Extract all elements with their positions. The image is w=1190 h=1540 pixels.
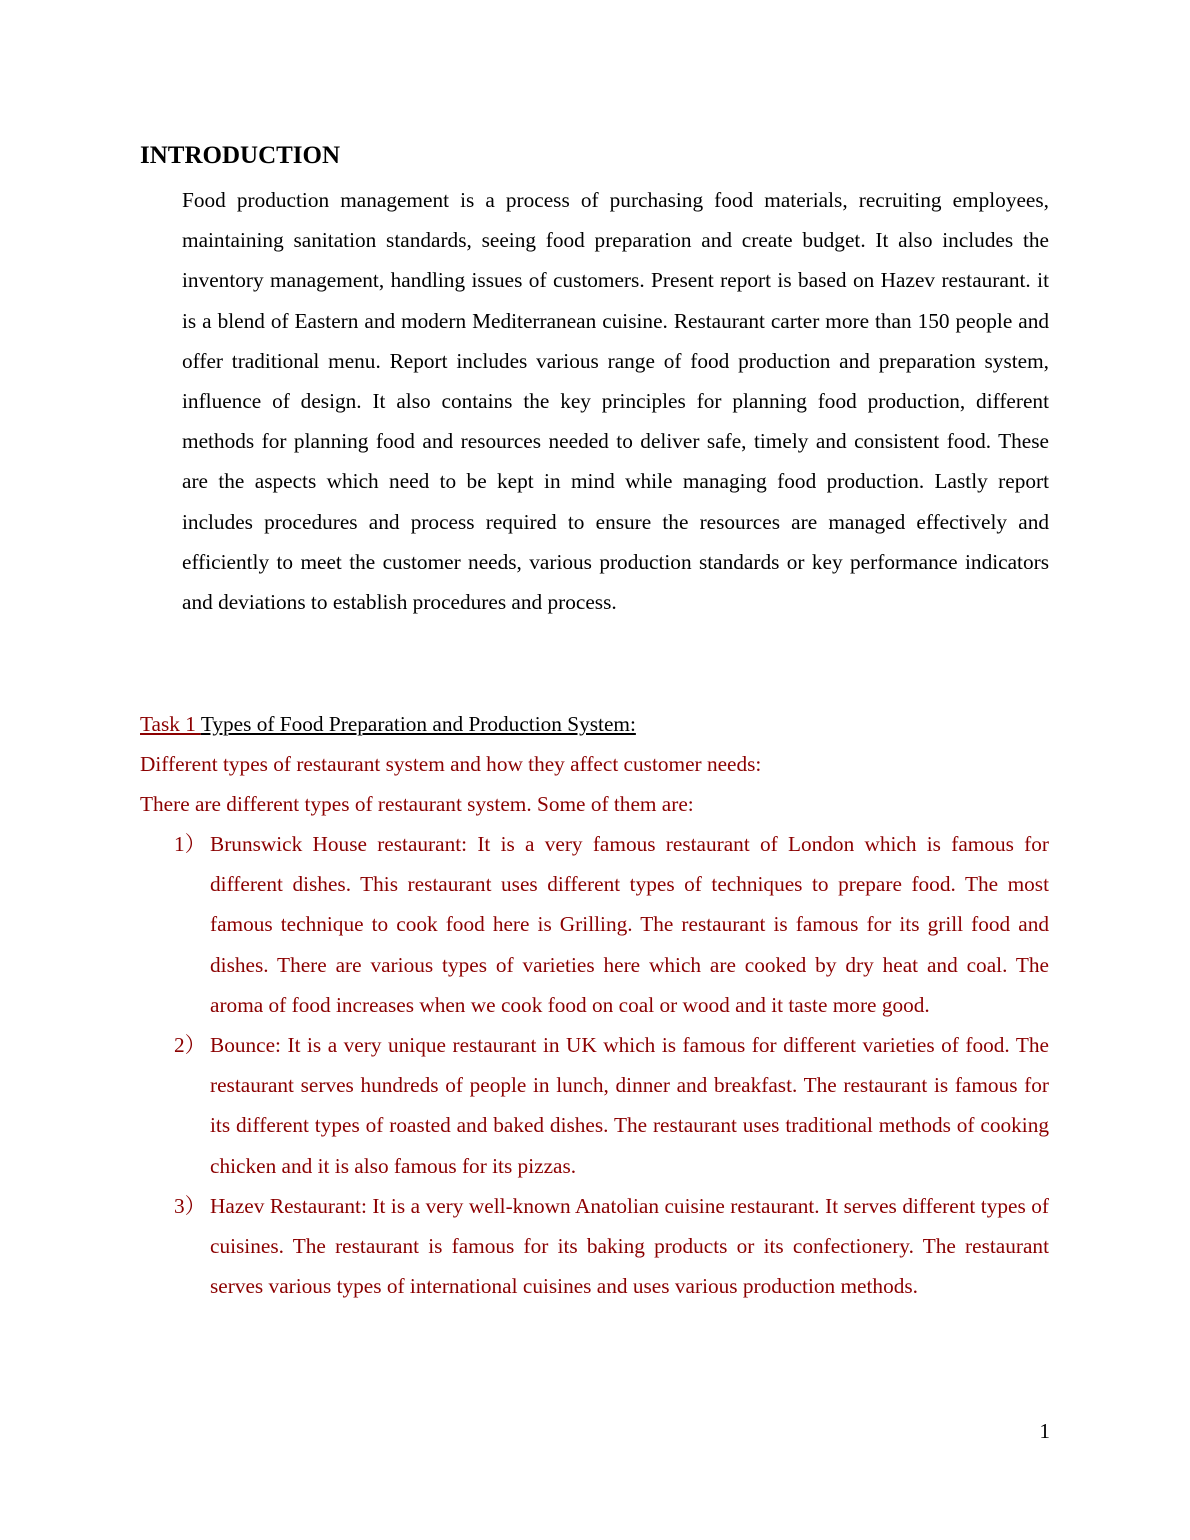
list-item-number: 1） <box>174 832 206 856</box>
section-heading: INTRODUCTION <box>140 142 341 169</box>
list-item <box>140 824 1049 1025</box>
list-item-text: Bounce: It is a very unique restaurant in UK which is famous for different varieties of food. The restaurant serves hundreds of people in lunch, dinner and breakfast. The restaurant is famous for its different types of roasted and baked dishes. The restaurant uses traditional methods of cooking chicken and it is also famous for its pizzas. <box>210 1033 1049 1178</box>
task-title-text: Types of Food Preparation and Production System: <box>200 712 636 736</box>
list-item-number: 3） <box>174 1193 206 1218</box>
list-item <box>140 1025 1049 1186</box>
page-number: 1 <box>1039 1419 1050 1443</box>
task-label: Task 1 <box>140 712 201 736</box>
list-item <box>140 1186 1049 1307</box>
restaurant-list <box>140 824 1049 1306</box>
list-item-number: 2） <box>174 1033 206 1058</box>
intro-paragraph: Food production management is a process of purchasing food materials, recruiting employees, maintaining sanitation standards, seeing food preparation and create budget. It also includes the inventory management, handling issues of customers. Present report is based on Hazev restaurant. it is a blend of Eastern and modern Mediterranean cuisine. Restaurant carter more than 150 people and offer traditional menu. Report includes various range of food production and preparation system, influence of design. It also contains the key principles for planning food production, different methods for planning food and resources needed to deliver safe, timely and consistent food. These are the aspects which need to be kept in mind while managing food production. Lastly report includes procedures and process required to ensure the resources are managed effectively and efficiently to meet the customer needs, various production standards or key performance indicators and deviations to establish procedures and process. <box>182 188 1049 615</box>
list-item-text: Hazev Restaurant: It is a very well-known Anatolian cuisine restaurant. It serves different types of cuisines. The restaurant is famous for its baking products or its confectionery. The restaurant serves various types of international cuisines and uses various production methods. <box>210 1193 1049 1299</box>
subheading-restaurant-systems: Different types of restaurant system and how they affect customer needs: <box>140 752 762 776</box>
subheading-types-intro: There are different types of restaurant system. Some of them are: <box>140 792 694 816</box>
list-item-text: Brunswick House restaurant: It is a very famous restaurant of London which is famous for different dishes. This restaurant uses different types of techniques to prepare food. The most famous technique to cook food here is Grilling. The restaurant is famous for its grill food and dishes. There are various types of varieties here which are cooked by dry heat and coal. The aroma of food increases when we cook food on coal or wood and it taste more good. <box>210 832 1049 1017</box>
task-title <box>140 704 636 744</box>
